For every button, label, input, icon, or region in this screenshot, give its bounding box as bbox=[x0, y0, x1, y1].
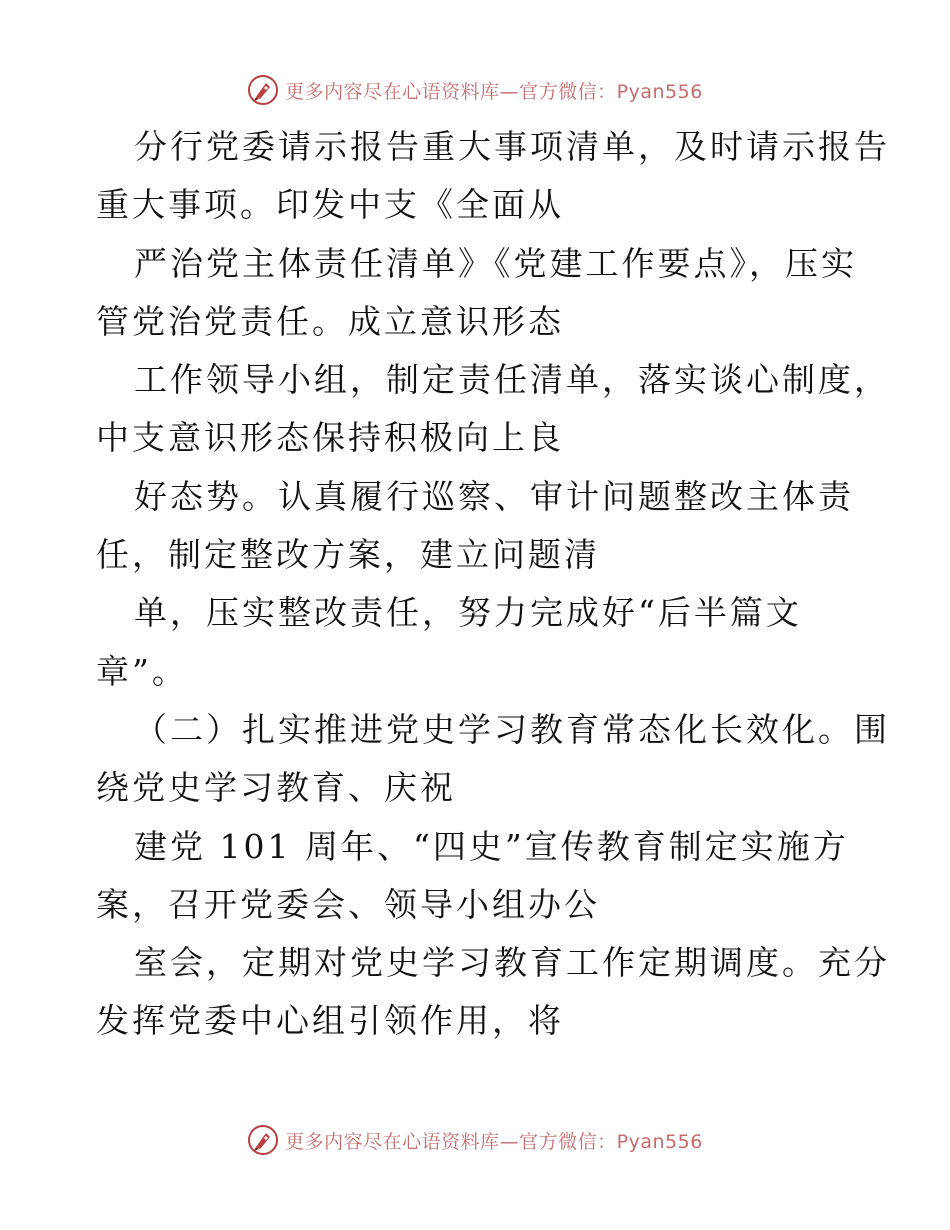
text-line: 建党 101 周年、“四史”宣传教育制定实施方 bbox=[134, 826, 849, 866]
header-watermark bbox=[0, 68, 950, 112]
text-line: 重大事项。印发中支《全面从 bbox=[96, 185, 564, 225]
text-line: 中支意识形态保持积极向上良 bbox=[96, 418, 564, 458]
pen-nib-logo-icon bbox=[247, 1124, 279, 1156]
text-line: 案，召开党委会、领导小组办公 bbox=[96, 884, 600, 924]
text-line: 管党治党责任。成立意识形态 bbox=[96, 301, 564, 341]
text-line: 室会，定期对党史学习教育工作定期调度。充分 bbox=[134, 943, 890, 983]
watermark-text: 更多内容尽在心语资料库—官方微信：Pyan556 bbox=[285, 80, 703, 103]
text-line: 发挥党委中心组引领作用，将 bbox=[96, 1001, 564, 1041]
text-line: 单，压实整改责任，努力完成好“后半篇文 bbox=[134, 593, 802, 633]
text-line: 好态势。认真履行巡察、审计问题整改主体责 bbox=[134, 476, 854, 516]
text-line: 工作领导小组，制定责任清单，落实谈心制度， bbox=[134, 360, 890, 400]
section-heading-line: （二）扎实推进党史学习教育常态化长效化。围 bbox=[134, 709, 890, 749]
document-body bbox=[96, 118, 890, 1051]
pen-nib-logo-icon bbox=[247, 74, 279, 106]
text-line: 绕党史学习教育、庆祝 bbox=[96, 768, 456, 808]
text-line: 严治党主体责任清单》《党建工作要点》，压实 bbox=[134, 243, 857, 283]
text-line: 章”。 bbox=[96, 651, 188, 691]
watermark-text: 更多内容尽在心语资料库—官方微信：Pyan556 bbox=[285, 1130, 703, 1153]
text-line: 分行党委请示报告重大事项清单，及时请示报告 bbox=[134, 127, 890, 166]
footer-watermark bbox=[0, 1118, 950, 1162]
text-line: 任，制定整改方案，建立问题清 bbox=[96, 535, 600, 575]
